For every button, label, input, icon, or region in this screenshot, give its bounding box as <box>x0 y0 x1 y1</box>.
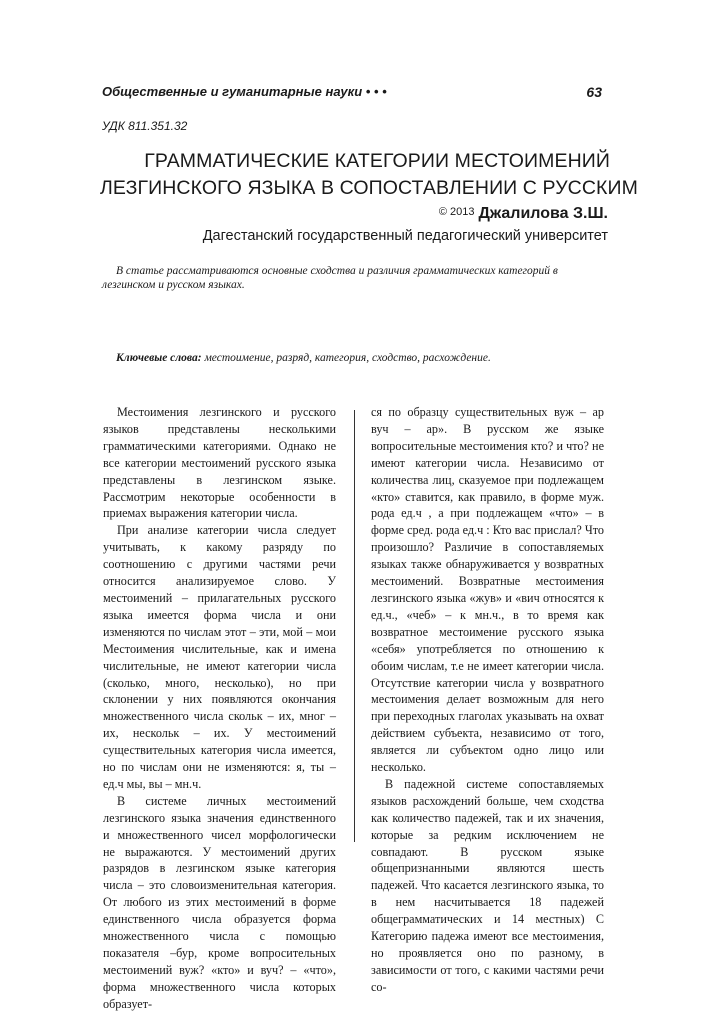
journal-name: Общественные и гуманитарные науки • • • <box>102 84 387 99</box>
body-paragraph: В падежной системе сопоставляемых языков расхождений больше, чем сходства как количество падежей, так и их значения, которые за редким исключением не совпадают. В русском языке общепризнанными являются шесть падежей. Что касается лезгинского языка, то в нем насчитывается 18 падежей общеграмматических и 14 местных) С Категорию падежа имеют все местоимения, но проявляется оно по разному, в зависимости от того, с какими частями речи со- <box>371 776 604 994</box>
keywords <box>102 352 608 364</box>
title-line-1: ГРАММАТИЧЕСКИЕ КАТЕГОРИИ МЕСТОИМЕНИЙ <box>144 150 610 172</box>
body-paragraph: При анализе категории числа следует учитывать, к какому разряду по соотношению с другими частями речи относится анализируемое слово. У местоимений – прилагательных русского языка имеется форма числа и они изменяются по числам этот – эти, мой – мои Местоимения числительные, как и имена числительные, не имеют категории числа (сколько, много, несколько), но при склонении у них появляются окончания множественного числа скольк – их, мног – их, нескольк – их. У местоимений существительных категория числа имеется, но по числам они не изменяются: я, ты – ед.ч мы, вы – мн.ч. <box>103 523 336 791</box>
running-header <box>102 80 602 102</box>
body-paragraph: Местоимения лезгинского и русского языков представлены несколькими грамматическими категориями. Однако не все категории местоимений русского языка представлены в лезгинском языке. Рассмотрим некоторые особенности в приемах выражения категории числа. <box>103 405 336 521</box>
body-paragraph: В системе личных местоимений лезгинского языка значения единственного и множественного чисел морфологически не выражаются. У местоимений других разрядов в лезгинском языке категория числа – это словоизменительная категория. От любого из этих местоимений в форме единственного числа образуется форма множественного числа с помощью показателя –бур, кроме вопросительных местоимений вуж? «кто» и вуч? – «что», форма множественного числа которых образует- <box>103 793 336 1011</box>
keywords-label: Ключевые слова: <box>116 352 202 364</box>
page-number: 63 <box>586 84 602 100</box>
abstract: В статье рассматриваются основные сходства и различия грамматических категорий в лезгинском и русском языках. <box>102 265 558 291</box>
body-column-right <box>371 404 604 996</box>
body-column-left <box>103 404 336 1013</box>
body-paragraph: ся по образцу существительных вуж – ар вуч – ар». В русском же языке вопросительные местоимения кто? и что? не имеют категории числа. Независимо от количества лиц, сказуемое при подлежащем «кто» ставится, как правило, в форме муж. рода ед.ч , а при подлежащем «что» – в форме сред. рода ед.ч : Кто вас прислал? Что произошло? Различие в сопоставляемых языках также обнаруживается у возвратных местоимений. Возвратные местоимения лезгинского языка «жув» и «вич относятся к ед.ч., «чеб» – к мн.ч., в то время как возвратное местоимение русского языка «себя» употребляется по отношению к обоим числам, т.е не имеет категории числа. Отсутствие категории числа у возвратного местоимения делает возможным для него при переходных глаголах указывать на охват действием субъекта, независимо от того, является ли субъектом одно лицо или несколько. <box>371 405 605 775</box>
udc-code: УДК 811.351.32 <box>102 119 188 133</box>
author-name: Джалилова З.Ш. <box>478 205 608 222</box>
title-line-2: ЛЕЗГИНСКОГО ЯЗЫКА В СОПОСТАВЛЕНИИ С РУССКИМ <box>100 177 638 199</box>
author-line <box>102 205 608 223</box>
article-title <box>100 148 638 202</box>
keywords-text: местоимение, разряд, категория, сходство, расхождение. <box>204 352 491 364</box>
copyright-notice: © 2013 <box>438 206 475 218</box>
column-divider <box>354 410 355 842</box>
author-affiliation: Дагестанский государственный педагогический университет <box>202 228 608 244</box>
